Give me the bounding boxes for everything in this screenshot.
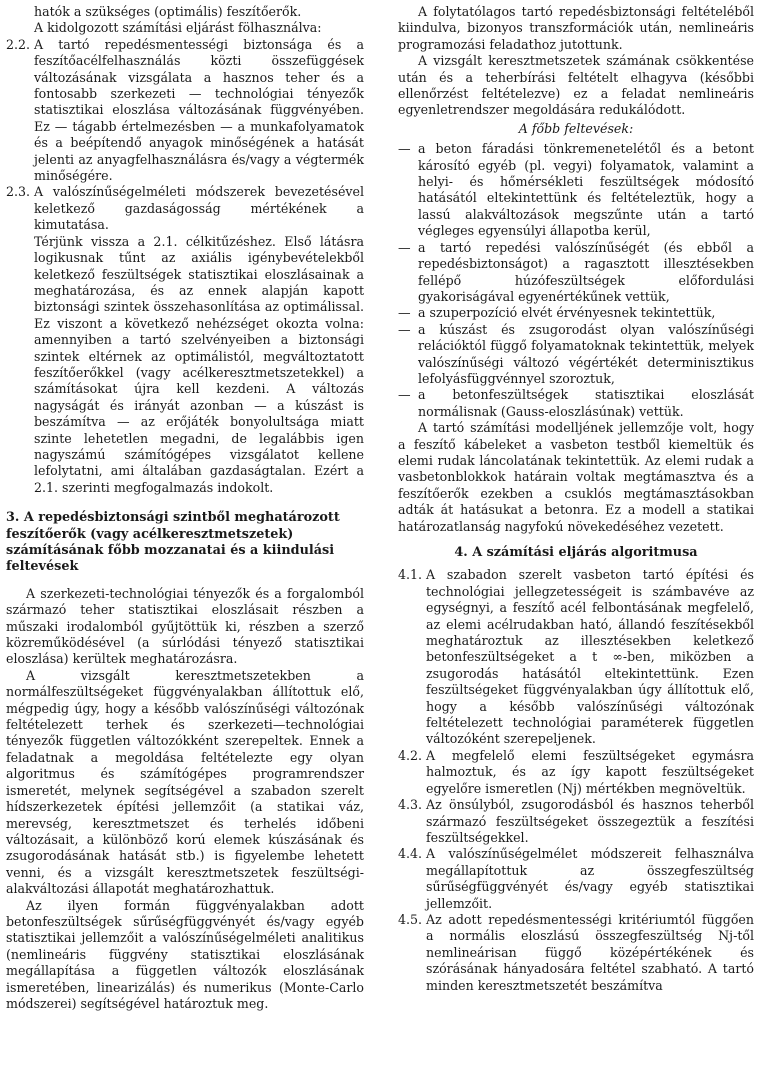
right-column — [398, 4, 754, 994]
item-number: 4.4. — [398, 846, 423, 862]
dash-marker: — — [398, 387, 411, 403]
item-number: 4.1. — [398, 567, 423, 583]
section-4-heading: 4. A számítási eljárás algoritmusa — [454, 545, 698, 560]
dash-marker: — — [398, 305, 411, 321]
list-item-2-2 — [6, 37, 364, 185]
dash-marker: — — [398, 239, 411, 255]
item-number: 2.3. — [6, 184, 31, 200]
section-3-heading: 3. A repedésbiztonsági szintből meghatározott feszítőerők (vagy acélkeresztmetszetek) számításának főbb mozzanatai és a kiindulási feltevések — [6, 510, 340, 575]
assumption-item — [398, 240, 754, 306]
item-text: A valószínűségelmélet módszereit felhasználva megállapítottuk az összegfeszültség sűrűségfüggvényét és/vagy egyéb statisztikai jellemzőit. — [426, 846, 754, 911]
assumption-item — [398, 305, 754, 321]
item-text: Az adott repedésmentességi kritériumtól függően a normális eloszlású összegfeszültség Nj-től nemlineárisan függő középértékének és szórásának hányadosára feltétel szabható. A tartó minden keresztmetszetét beszámítva — [426, 911, 754, 993]
list-item-4-3 — [398, 797, 754, 846]
dash-marker: — — [398, 321, 411, 337]
assumptions-heading: A főbb feltevések: — [518, 120, 634, 136]
assumption-text: a kúszást és zsugorodást olyan valószínűségi relációktól függő folyamatoknak tekintettük, melyek valószínűségi változó végértékét determinisztikus lefolyásfüggvénnyel szoroztuk, — [418, 321, 754, 386]
assumption-item — [398, 322, 754, 388]
item-number: 4.2. — [398, 747, 423, 763]
assumption-text: a tartó repedési valószínűségét (és ebből a repedésbiztonságot) a ragasztott illesztésekben fellépő húzófeszültségek előfordulási gyakoriságával egyenértékűnek vettük, — [418, 239, 754, 304]
list-item-4-5 — [398, 912, 754, 994]
item-text: A megfelelő elemi feszültségeket egymásra halmoztuk, és az így kapott feszültségeket egyelőre ismeretlen (Nj) mértékben megnöveltük. — [426, 747, 754, 796]
assumption-text: a beton fáradási tönkremenetelétől és a betont károsító egyéb (pl. vegyi) folyamatok, valamint a helyi- és hőmérsékleti feszültségek módosító hatásától eltekintettünk és feltételeztük, hogy a lassú alakváltozások megszűnte után a tartó végleges egyensúlyi állapotba kerül, — [418, 141, 754, 239]
item-text: A valószínűségelméleti módszerek bevezetésével keletkező gazdaságosság mértékének a kimutatása. — [34, 184, 364, 233]
list-item-4-1 — [398, 567, 754, 747]
paragraph: Az ilyen formán függvényalakban adott betonfeszültségek sűrűségfüggvényét és/vagy egyéb statisztikai jellemzőit a valószínűségelméleti analitikus (nemlineáris függvény statisztikai eloszlásának megállapítása a független változók eloszlásának ismeretében, linearizálás) és numerikus (Monte-Carlo módszerei) segítségével határoztuk meg. — [6, 897, 364, 1011]
paragraph: A folytatólagos tartó repedésbiztonsági feltételéből kiindulva, bizonyos transzformációk után, nemlineáris programozási feladathoz jutottunk. — [398, 4, 754, 52]
item-text: A tartó repedésmentességi biztonsága és a feszítőacélfelhasználás közti összefüggések változásának vizsgálata a hasznos teher és a fontosabb szerkezeti — technológiai tényezők statisztikai eloszlása változásának függvényében. Ez — tágabb értelmezésben — a munkafolyamatok és a beépítendő anyagok minőségének a hatását jelenti az anyagfelhasználásra és/vagy a végtermék minőségére. — [34, 36, 364, 184]
item-number: 4.3. — [398, 797, 423, 813]
intro-line-2: A kidolgozott számítási eljárást fölhasználva: — [34, 20, 322, 36]
list-item-4-4 — [398, 846, 754, 912]
left-column — [6, 4, 364, 1012]
assumption-text: a betonfeszültségek statisztikai eloszlását normálisnak (Gauss-eloszlásúnak) vettük. — [418, 387, 754, 419]
list-item-2-3 — [6, 184, 364, 496]
list-item-4-2 — [398, 748, 754, 797]
item-text: A szabadon szerelt vasbeton tartó építési és technológiai jellegzetességeit is számbavéve az egységnyi, a feszítő acél felbontásának megfelelő, az elemi acélrudakban ható, állandó feszítésekből meghatároztuk az illesztésekben keletkező betonfeszültségeket a t ∞-ben, miközben a zsugorodás hatásától eltekintettünk. Ezen feszültségeket függvényalakban úgy állítottuk elő, hogy a később valószínűségi változónak feltételezett technológiai paraméterek független változóként szerepeljenek. — [426, 567, 754, 747]
intro-line-1: hatók a szükséges (optimális) feszítőerők. — [34, 4, 302, 19]
assumption-text: a szuperpozíció elvét érvényesnek tekintettük, — [418, 305, 716, 321]
assumption-item — [398, 141, 754, 239]
paragraph: A tartó számítási modelljének jellemzője volt, hogy a feszítő kábeleket a vasbeton testből kiemeltük és elemi rudak láncolatának tekintettük. Az elemi rudak a vasbetonblokkok határain voltak megtámasztva és a feszítőerők ezekben a csuklós megtámasztásokban adták át hatásukat a betonra. Ez a modell a statikai határozatlanság nagyfokú növekedéséhez vezetett. — [398, 420, 754, 534]
paragraph: A vizsgált keresztmetszetek számának csökkentése után és a teherbírási feltételt elhagyva (későbbi ellenőrzést feltételezve) ez a feladat nemlineáris egyenletrendszer megoldására redukálódott. — [398, 53, 754, 118]
paragraph: A szerkezeti-technológiai tényezők és a forgalomból származó teher statisztikai eloszlásait részben a műszaki irodalomból gyűjtöttük ki, részben a szerző közreműködésével (a súrlódási tényező statisztikai eloszlása) kerültek meghatározásra. — [6, 585, 364, 667]
paragraph: A vizsgált keresztmetszetekben a normálfeszültségeket függvényalakban állítottuk elő, mégpedig úgy, hogy a később valószínűségi változónak feltételezett terhek és szerkezeti—technológiai tényezők független változókként szerepeltek. Ennek a feladatnak a megoldása feltételezte egy olyan algoritmus és számítógépes programrendszer ismeretét, melynek segítségével a szabadon szerelt hídszerkezetek építési jellemzőit (a statikai váz, merevség, keresztmetszet és terhelés időbeni változásait, a különböző korú elemek kúszásának és zsugorodásának hatását stb.) is figyelembe lehetett venni, és a vizsgált keresztmetszetek feszültségi-alakváltozási állapotát meghatározhattuk. — [6, 667, 364, 897]
dash-marker: — — [398, 141, 411, 157]
item-number: 4.5. — [398, 911, 423, 927]
item-number: 2.2. — [6, 36, 31, 52]
item-paragraph: Térjünk vissza a 2.1. célkitűzéshez. Első látásra logikusnak tűnt az axiális igénybevételekből keletkező feszültségek statisztikai eloszlásainak a meghatározása, és az ennek alapján kapott biztonsági szintek összehasonlítása az optimálissal. Ez viszont a következő nehézséget okozta volna: amennyiben a tartó szelvényeiben a biztonsági szintek eltérnek az optimálistól, megváltoztatott feszítőerőkkel (vagy acélkeresztmetszetekkel) a számításokat újra kell kezdeni. A változás nagyságát és irányát azonban — a kúszást is beszámítva — az erőjáték bonyolultsága miatt szinte lehetetlen megadni, de legalábbis igen nagyszámú számítógépes vizsgálatot kellene lefolytatni, ami általában gazdaságtalan. Ezért a 2.1. szerinti megfogalmazás indokolt. — [34, 233, 364, 495]
assumption-item — [398, 387, 754, 420]
item-text: Az önsúlyból, zsugorodásból és hasznos teherből származó feszültségeket összegeztük a feszítési feszültségekkel. — [426, 797, 754, 845]
